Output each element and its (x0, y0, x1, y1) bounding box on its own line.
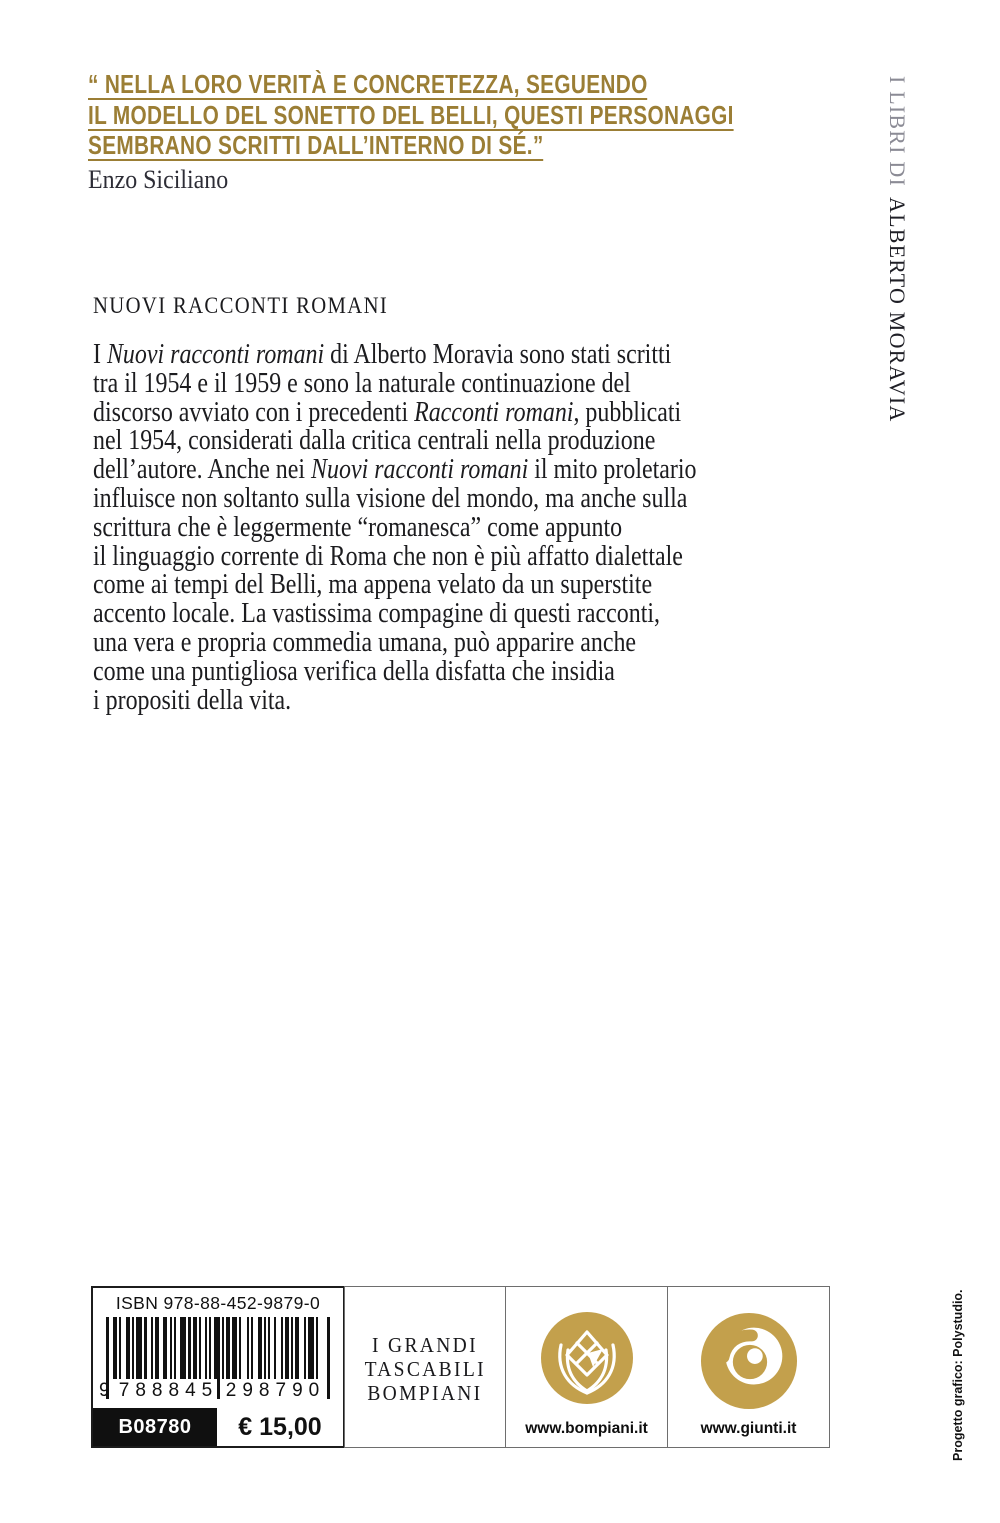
spine-title (884, 76, 910, 422)
barcode-panel (91, 1286, 345, 1448)
paragraph-line: I Nuovi racconti romani di Alberto Moravia sono stati scritti (93, 339, 672, 370)
isbn-label: ISBN 978-88-452-9879-0 (115, 1293, 321, 1313)
barcode-digit-group1: 788845 (118, 1380, 219, 1401)
quote-line: “ NELLA LORO VERITÀ E CONCRETEZZA, SEGUENDO (88, 69, 648, 99)
quote-line: SEMBRANO SCRITTI DALL’INTERNO DI SÉ.” (88, 130, 544, 160)
paragraph-line: tra il 1954 e il 1959 e sono la naturale continuazione del (93, 367, 631, 399)
price-row (93, 1408, 343, 1446)
quote-attribution: Enzo Siciliano (88, 165, 229, 194)
imprint-line: TASCABILI (364, 1357, 486, 1381)
review-quote (88, 69, 895, 195)
paragraph-line: come una puntigliosa verifica della disfatta che insidia (93, 655, 615, 687)
quote-line: IL MODELLO DEL SONETTO DEL BELLI, QUESTI PERSONAGGI (88, 99, 734, 130)
paragraph-line: una vera e propria commedia umana, può apparire anche (93, 626, 637, 658)
design-credit: Progetto grafico: Polystudio. (951, 1289, 965, 1461)
bompiani-panel (505, 1286, 668, 1448)
price: € 15,00 (238, 1412, 322, 1441)
barcode-digits (99, 1380, 329, 1402)
description-paragraph (93, 341, 799, 715)
paragraph-line: il linguaggio corrente di Roma che non è più affatto dialettale (93, 540, 683, 572)
barcode-digit-group2: 298790 (225, 1380, 326, 1401)
paragraph-line: come ai tempi del Belli, ma appena velato da un superstite (93, 569, 653, 601)
paragraph-line: discorso avviato con i precedenti Racconti romani, pubblicati (93, 396, 682, 428)
imprint-line: I GRANDI (372, 1333, 478, 1357)
paragraph-line: nel 1954, considerati dalla critica centrali nella produzione (93, 425, 656, 457)
paragraph-line: accento locale. La vastissima compagine di questi racconti, (93, 598, 661, 630)
imprint-line: BOMPIANI (367, 1381, 483, 1405)
paragraph-line: dell’autore. Anche nei Nuovi racconti romani il mito proletario (93, 454, 697, 486)
imprint-name (345, 1287, 505, 1447)
imprint-panel (344, 1286, 506, 1448)
paragraph-line: scrittura che è leggermente “romanesca” come appunto (93, 511, 623, 543)
blurb-section (93, 294, 799, 715)
quote-lines (88, 69, 895, 161)
bompiani-flower-icon (541, 1312, 633, 1404)
barcode-digit-first: 9 (99, 1380, 110, 1401)
book-title: NUOVI RACCONTI ROMANI (93, 293, 389, 318)
spine-series-prefix: I LIBRI DI (885, 76, 910, 187)
giunti-url: www.giunti.it (700, 1420, 797, 1437)
paragraph-line: influisce non soltanto sulla visione del mondo, ma anche sulla (93, 482, 688, 514)
ean-barcode (113, 1317, 323, 1379)
edition-code: B08780 (93, 1408, 217, 1446)
bompiani-url: www.bompiani.it (525, 1420, 648, 1437)
giunti-panel (667, 1286, 830, 1448)
paragraph-line: i propositi della vita. (93, 684, 292, 716)
spine-author-name: ALBERTO MORAVIA (885, 196, 910, 423)
giunti-spiral-icon (700, 1312, 798, 1410)
